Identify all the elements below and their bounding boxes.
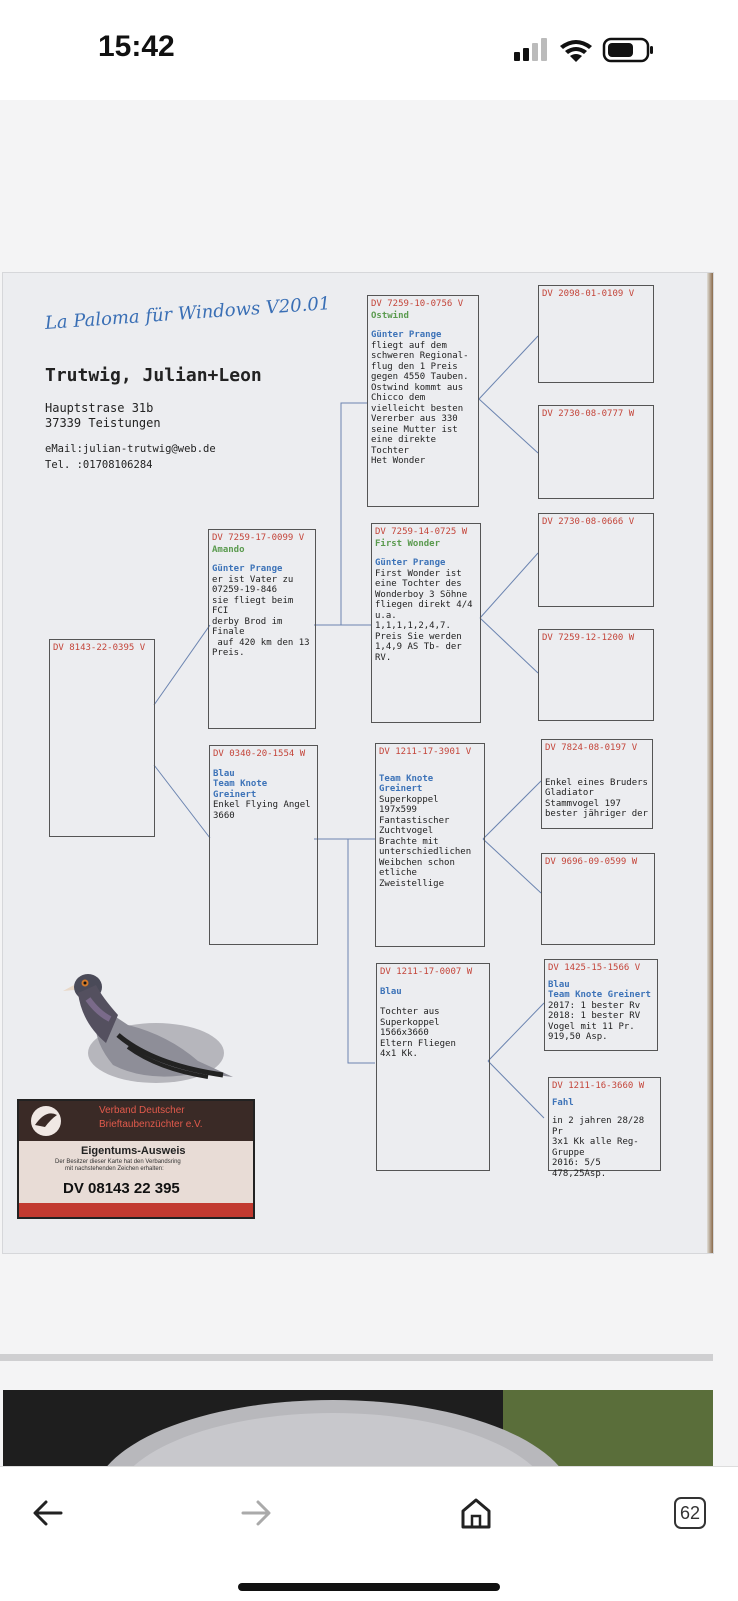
card-org-line1: Verband Deutscher bbox=[99, 1105, 185, 1116]
pedigree-gg-3 bbox=[538, 513, 654, 607]
card-org-line2: Brieftaubenzüchter e.V. bbox=[99, 1119, 203, 1130]
pigeon-description: Enkel eines Bruders Gladiator Stammvogel 197 bester jähriger der bbox=[545, 777, 648, 819]
ring-number: DV 7259-10-0756 V bbox=[371, 299, 464, 309]
pigeon-color: Fahl bbox=[552, 1097, 574, 1108]
ownership-card bbox=[17, 1099, 255, 1219]
ring-number: DV 1211-17-3901 V bbox=[379, 747, 472, 757]
breeder-name: Team Knote Greinert bbox=[213, 779, 268, 800]
pigeon-description: Tochter aus Superkoppel 1566x3660 Eltern Fliegen 4x1 Kk. bbox=[380, 1007, 456, 1059]
pigeon-name: Ostwind bbox=[371, 310, 409, 321]
breeder-name: Team Knote Greinert bbox=[379, 773, 434, 794]
ring-number: DV 2730-08-0666 V bbox=[542, 517, 635, 527]
breeder-name: Team Knote Greinert bbox=[548, 990, 651, 1000]
ring-number: DV 0340-20-1554 W bbox=[213, 749, 306, 759]
post-divider bbox=[0, 1354, 713, 1361]
owner-street: Hauptstrase 31b bbox=[45, 401, 154, 415]
pigeon-description: er ist Vater zu 07259-19-846 sie fliegt beim FCI derby Brod im Finale auf 420 km den 13 Preis. bbox=[212, 574, 310, 658]
card-title: Eigentums-Ausweis bbox=[81, 1145, 186, 1157]
pigeon-description: 2017: 1 bester Rv 2018: 1 bester RV Vogel mit 11 Pr. 919,50 Asp. bbox=[548, 1000, 641, 1042]
ring-number: DV 1211-16-3660 W bbox=[552, 1081, 645, 1091]
ring-number: DV 8143-22-0395 V bbox=[53, 643, 146, 653]
pedigree-subject bbox=[49, 639, 155, 837]
status-time: 15:42 bbox=[98, 30, 175, 63]
pigeon-description: First Wonder ist eine Tochter des Wonderboy 3 Söhne fliegen direkt 4/4 u.a. 1,1,1,1,2,4,7. Preis Sie werden 1,4,9 AS Tb- der RV. bbox=[375, 568, 473, 663]
owner-email: eMail:julian-trutwig@web.de bbox=[45, 443, 216, 455]
pedigree-sire-dam bbox=[371, 523, 481, 723]
card-note: Der Besitzer dieser Karte hat den Verbandsring bbox=[55, 1159, 181, 1165]
pigeon-color: Blau bbox=[213, 768, 235, 779]
back-button[interactable] bbox=[18, 1483, 78, 1543]
ring-number: DV 7259-17-0099 V bbox=[212, 533, 305, 543]
ring-number: DV 1425-15-1566 V bbox=[548, 963, 641, 973]
dove-logo-icon bbox=[27, 1105, 65, 1137]
pigeon-description: Superkoppel 197x599 Fantastischer Zuchtvogel Brachte mit unterschiedlichen Weibchen schon etliche Zweistellige bbox=[379, 794, 472, 889]
forward-arrow-icon bbox=[239, 1498, 273, 1528]
cellular-signal-icon bbox=[514, 38, 547, 61]
home-button[interactable] bbox=[446, 1483, 506, 1543]
ring-number: DV 7259-12-1200 W bbox=[542, 633, 635, 643]
card-header bbox=[19, 1101, 253, 1141]
pigeon-color: Blau bbox=[548, 979, 570, 990]
owner-tel: Tel. :01708106284 bbox=[45, 459, 153, 471]
ring-number: DV 2098-01-0109 V bbox=[542, 289, 635, 299]
pedigree-gg-1 bbox=[538, 285, 654, 383]
pigeon-name: Amando bbox=[212, 544, 245, 555]
status-icons bbox=[498, 36, 658, 68]
pedigree-gg-2 bbox=[538, 405, 654, 499]
ring-number: DV 2730-08-0777 W bbox=[542, 409, 635, 419]
app-logo: La Paloma für Windows V20.01 bbox=[44, 293, 331, 334]
next-photo[interactable] bbox=[3, 1390, 713, 1470]
tabs-count: 62 bbox=[679, 1502, 701, 1523]
tabs-icon bbox=[674, 1497, 706, 1529]
pedigree-gg-8 bbox=[548, 1077, 661, 1179]
breeder-name: Günter Prange bbox=[212, 564, 283, 574]
pedigree-dam-dam bbox=[376, 963, 490, 1171]
next-photo-image bbox=[3, 1390, 713, 1470]
pigeon-color: Blau bbox=[380, 986, 402, 997]
browser-bottom-nav bbox=[0, 1466, 738, 1601]
status-bar bbox=[0, 0, 738, 100]
wifi-icon bbox=[560, 40, 592, 62]
pedigree-dam bbox=[209, 745, 318, 945]
ring-number: DV 9696-09-0599 W bbox=[545, 857, 638, 867]
pedigree-photo[interactable] bbox=[3, 273, 713, 1253]
home-indicator bbox=[238, 1583, 500, 1591]
card-note: mit nachstehenden Zeichen erhalten: bbox=[65, 1166, 164, 1172]
breeder-name: Günter Prange bbox=[371, 330, 442, 340]
pedigree-dam-sire bbox=[375, 743, 485, 947]
pedigree-gg-4 bbox=[538, 629, 654, 721]
home-icon bbox=[459, 1496, 493, 1530]
back-arrow-icon bbox=[31, 1498, 65, 1528]
pedigree-sire-sire bbox=[367, 295, 479, 507]
pigeon-description: fliegt auf dem schweren Regional- flug den 1 Preis gegen 4550 Tauben. Ostwind kommt aus Chicco dem vielleicht besten Vererber aus 330 seine Mutter ist eine direkte Tochter Het Wonder bbox=[371, 340, 469, 466]
pedigree-gg-6 bbox=[541, 853, 655, 945]
pigeon-image bbox=[58, 965, 238, 1105]
ring-number: DV 1211-17-0007 W bbox=[380, 967, 473, 977]
owner-name: Trutwig, Julian+Leon bbox=[45, 365, 262, 386]
card-ring-number: DV 08143 22 395 bbox=[63, 1180, 180, 1197]
forward-button[interactable] bbox=[226, 1483, 286, 1543]
battery-icon bbox=[604, 39, 653, 61]
pigeon-description: Enkel Flying Angel 3660 bbox=[213, 800, 311, 821]
breeder-name: Günter Prange bbox=[375, 558, 446, 568]
pedigree-gg-7 bbox=[544, 959, 658, 1051]
owner-city: 37339 Teistungen bbox=[45, 416, 161, 430]
tabs-button[interactable] bbox=[660, 1483, 720, 1543]
pedigree-gg-5 bbox=[541, 739, 653, 829]
ring-number: DV 7259-14-0725 W bbox=[375, 527, 468, 537]
pigeon-name: First Wonder bbox=[375, 538, 441, 549]
card-bottom-stripe bbox=[19, 1203, 253, 1217]
pigeon-description: in 2 jahren 28/28 Pr 3x1 Kk alle Reg- Gruppe 2016: 5/5 478,25Asp. bbox=[552, 1116, 645, 1179]
pedigree-sire bbox=[208, 529, 316, 729]
ring-number: DV 7824-08-0197 V bbox=[545, 743, 638, 753]
